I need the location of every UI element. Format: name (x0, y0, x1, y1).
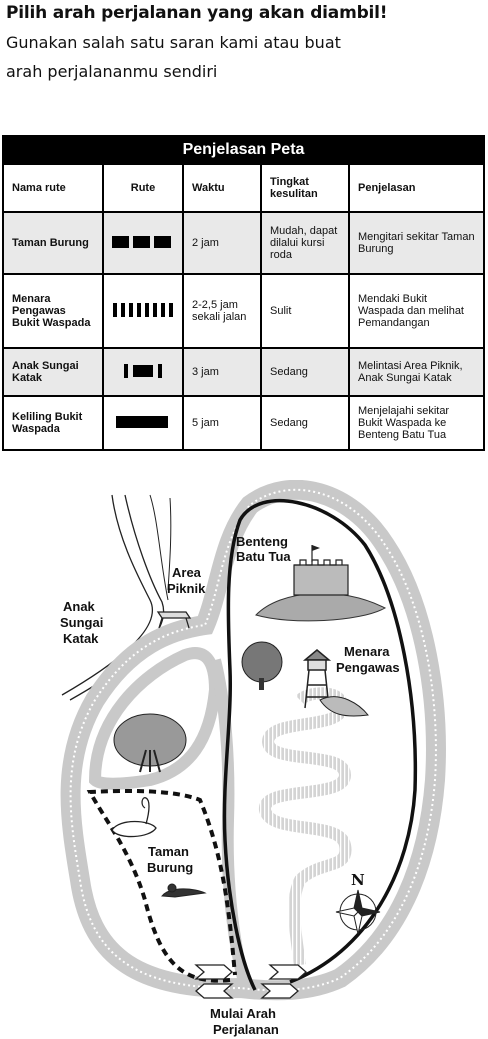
route-description: Melintasi Area Piknik, Anak Sungai Katak (349, 348, 484, 396)
label-anak-1: Anak (63, 599, 95, 614)
label-menara-1: Menara (344, 644, 390, 659)
subtitle-line-1: Gunakan salah satu saran kami atau buat (6, 33, 341, 52)
duck-icon (162, 884, 205, 897)
col-header-route: Rute (103, 164, 183, 212)
route-description: Mengitari sekitar Taman Burung (349, 212, 484, 274)
dashed-line-icon (103, 212, 183, 274)
route-name: Anak Sungai Katak (3, 348, 103, 396)
label-taman-2: Burung (147, 860, 194, 875)
table-row (3, 396, 484, 450)
col-header-name: Nama rute (3, 164, 103, 212)
subtitle-line-2: arah perjalananmu sendiri (6, 62, 218, 81)
route-name: Taman Burung (3, 212, 103, 274)
label-anak-3: Katak (63, 631, 99, 646)
route-time: 2-2,5 jam sekali jalan (183, 274, 261, 348)
route-time: 2 jam (183, 212, 261, 274)
trail-map (0, 480, 488, 1039)
route-difficulty: Sedang (261, 348, 349, 396)
route-name: Keliling Bukit Waspada (3, 396, 103, 450)
route-difficulty: Sulit (261, 274, 349, 348)
label-menara-2: Pengawas (336, 660, 400, 675)
page-title: Pilih arah perjalanan yang akan diambil! (6, 3, 388, 23)
compass-icon (336, 890, 380, 934)
table-row (3, 212, 484, 274)
tree-icon (242, 642, 282, 690)
label-taman-1: Taman (148, 844, 189, 859)
label-area-2: Piknik (167, 581, 206, 596)
tick-route (265, 693, 346, 965)
route-description: Menjelajahi sekitar Bukit Waspada ke Benteng Batu Tua (349, 396, 484, 450)
route-name: Menara Pengawas Bukit Waspada (3, 274, 103, 348)
col-header-difficulty: Tingkat kesulitan (261, 164, 349, 212)
label-mulai-1: Mulai Arah (210, 1006, 276, 1021)
label-benteng-2: Batu Tua (236, 549, 291, 564)
label-area-1: Area (172, 565, 201, 580)
route-difficulty: Sedang (261, 396, 349, 450)
route-difficulty: Mudah, dapat dilalui kursi roda (261, 212, 349, 274)
table-row (3, 348, 484, 396)
legend-caption: Penjelasan Peta (3, 136, 484, 164)
label-mulai-2: Perjalanan (213, 1022, 279, 1037)
legend-table (2, 135, 485, 451)
dash-dot-line-icon (103, 348, 183, 396)
label-north: N (351, 871, 365, 889)
route-time: 3 jam (183, 348, 261, 396)
table-row (3, 274, 484, 348)
label-benteng-1: Benteng (236, 534, 288, 549)
route-time: 5 jam (183, 396, 261, 450)
col-header-description: Penjelasan (349, 164, 484, 212)
route-description: Mendaki Bukit Waspada dan melihat Pemandangan (349, 274, 484, 348)
swan-icon (112, 798, 156, 837)
tick-line-icon (103, 274, 183, 348)
label-anak-2: Sungai (60, 615, 104, 630)
col-header-time: Waktu (183, 164, 261, 212)
solid-line-icon (103, 396, 183, 450)
